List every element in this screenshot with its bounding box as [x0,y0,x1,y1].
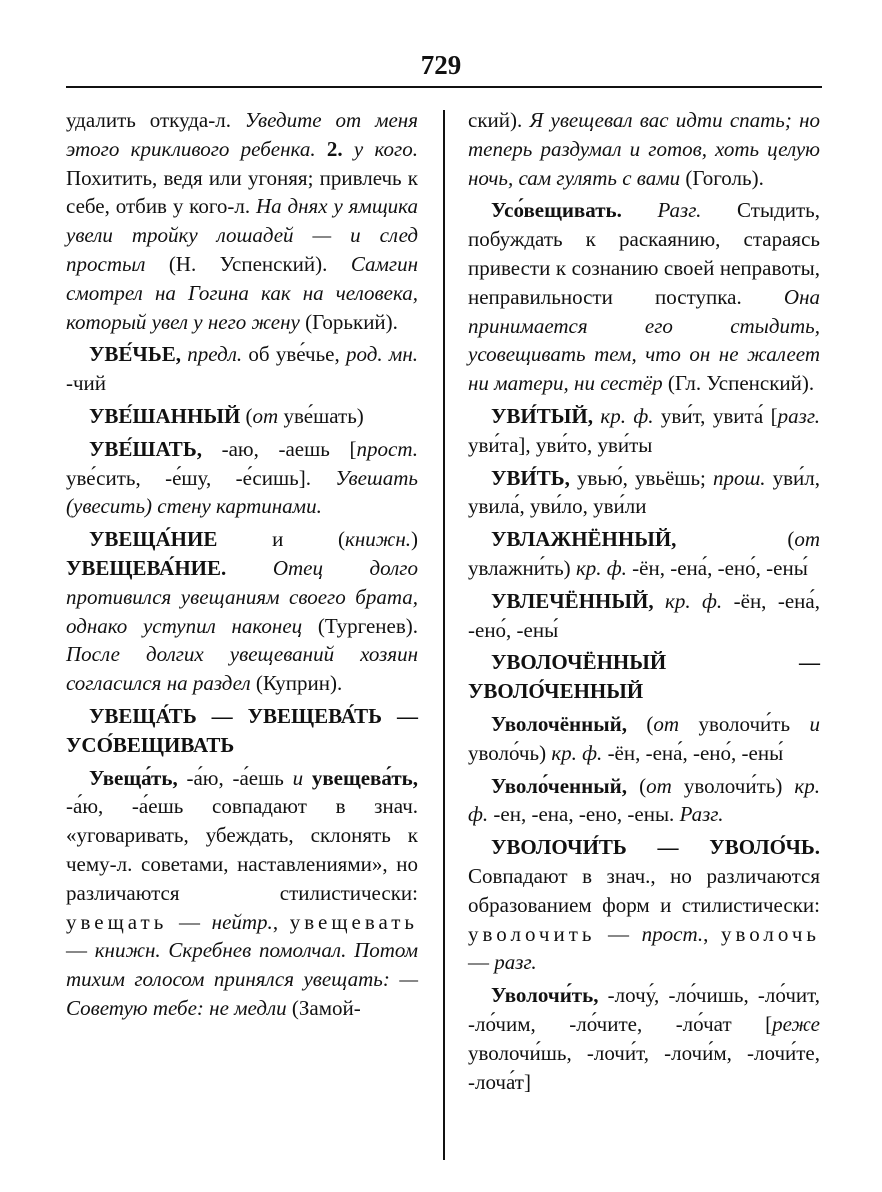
dictionary-entry [468,196,820,398]
entry-text: -ён, -ена́, -ено́, -ены́ [626,555,808,580]
entry-text: -аю, -аешь [ [201,436,357,461]
entry-text: (Горький). [299,309,398,334]
entry-text: уви́та], уви́то, уви́ты [468,432,653,457]
italic-text: Разг. [679,802,724,827]
entry-text: Похитить, ведя или угоняя; привлечь к себе, отбив у кого-л. [66,165,418,219]
italic-text: кр. ф. [575,555,627,580]
dictionary-entry [66,402,418,431]
entry-text: — [468,950,495,975]
dictionary-entry [468,106,820,192]
italic-text: Скребнев помолчал. Потом тихим голосом принялся увещать: — Советую тебе: не медли [66,938,418,1020]
entry-text: -чий [66,371,107,396]
headword: УВЕ́ШАННЫЙ [89,403,241,428]
entry-text: и ( [217,527,346,552]
entry-text [303,766,312,790]
entry-text [316,137,327,161]
entry-text: -ён, -ена́, -ено́, -ены́ [468,588,820,642]
headword: УВЕ́ШАТЬ, [89,436,202,461]
headword: 2. [326,136,343,161]
entry-text: уве́сить, -е́шу, -е́сишь]. [66,465,336,490]
headword: Усо́вещивать. [491,198,622,223]
entry-text: уволочи́ть [679,711,810,736]
italic-text: и [292,765,304,790]
italic-text: от [794,527,820,552]
entry-text: уволочить [468,921,596,946]
entry-text: , [272,909,290,934]
dictionary-entry [468,981,820,1096]
entry-text: Совпадают в знач., но различаются образованием форм и стилистически: [468,863,820,917]
headword: УВИ́ТЬ, [491,465,570,490]
headword: УВЛАЖНЁННЫЙ, [491,527,677,552]
entry-text: (Гл. Успенский). [662,371,815,396]
headword: Уволочи́ть, [491,983,599,1008]
entry-text: уве́шать) [278,403,364,428]
entry-text: Стыдить, побуждать к раскаянию, стараясь привести к сознанию своей неправоты, неправильности поступка. [468,198,820,309]
italic-text: кр. ф. [600,403,654,428]
italic-text: Самгин смотрел на Гогина как на человека, который увел у него жену [66,251,418,334]
entry-text: уволочи́шь, -лочи́т, -лочи́м, -лочи́те, -лоча́т] [468,1040,820,1094]
dictionary-entry [66,525,418,698]
entry-text: (Гоголь). [680,165,764,190]
italic-text: у кого. [353,136,418,161]
headword: Уволо́ченный, [491,773,627,798]
entry-text: (Замой- [286,995,361,1020]
entry-text: об уве́чье, [242,342,347,367]
entry-text: -лочу́, -ло́чишь, -ло́чит, -ло́чим, -ло́чите, -ло́чат [ [468,983,820,1036]
entry-text: увлажни́ть) [468,555,576,580]
italic-text: разг. [494,950,537,975]
italic-text: род. мн. [346,342,419,367]
entry-text: (Куприн). [250,671,343,696]
dictionary-entry [468,587,820,645]
right-column [468,106,820,1100]
entry-text [226,556,273,580]
entry-text: уволочь [720,921,821,946]
italic-text: После долгих увещеваний хозяин согласился на раздел [66,642,418,696]
entry-text: — [66,938,95,963]
dictionary-entry [66,340,418,398]
italic-text: от [252,403,279,428]
dictionary-entry [468,525,820,583]
italic-text: книжн. [94,938,161,963]
entry-text [654,589,665,613]
headword: УВЕ́ЧЬЕ, [89,342,181,367]
headword: УВЕЩА́НИЕ [89,527,218,552]
italic-text: Я увещевал вас идти спать; но теперь раздумал и готов, хоть целую ночь, сам гулять с вами [468,108,820,190]
entry-text: -а́ю, -а́ешь совпадают в знач. «уговаривать, убеждать, склонять к чему-л. советами, наставлениями», но различаются стилистически: [66,794,418,905]
italic-text: реже [772,1011,820,1036]
italic-text: Разг. [657,198,702,223]
entry-text: уви́т, увита́ [ [653,403,778,428]
italic-text: На днях у ямщика увели тройку лошадей — и след простыл [66,194,418,276]
headword: Увеща́ть, [89,765,178,790]
headword: Уволочённый, [491,711,627,736]
italic-text: Увешать (увесить) стену картинами. [66,465,418,519]
entry-text: (Н. Успенский). [145,251,351,276]
headword: УВЕЩА́ТЬ — УВЕЩЕВА́ТЬ — УСО́ВЕЩИВАТЬ [66,703,418,757]
italic-text: предл. [187,342,243,367]
dictionary-entry [468,648,820,706]
entry-text: уволочи́ть) [671,773,795,798]
dictionary-entry [66,764,418,1023]
headword: УВЕЩЕВА́НИЕ. [66,555,227,580]
entry-text: -ён, -ена́, -ено́, -ены́ [602,740,784,765]
entry-text: ( [626,773,647,798]
italic-text: Она принимается его стыдить, усовещивать тем, что он не жалеет ни матери, ни сестёр [468,284,820,396]
column-divider [443,110,445,1160]
headword: увещева́ть, [311,765,419,790]
entry-text: , [703,921,721,946]
italic-text: нейтр. [211,909,273,934]
italic-text: разг. [777,403,820,428]
entry-text: -а́ю, -а́ешь [177,765,293,790]
entry-text: ский). [468,108,530,132]
entry-text: — [595,921,642,946]
entry-text: ( [676,527,795,552]
entry-text: ( [626,711,654,736]
dictionary-entry [66,106,418,336]
entry-text: -ен, -ена, -ено, -ены. [488,802,680,827]
dictionary-entry [468,464,820,522]
left-column [66,106,418,1027]
entry-text: уви́л, увила́, уви́ло, уви́ли [468,465,820,519]
italic-text: Отец долго противился увещаниям своего брата, однако уступил наконец [66,555,418,638]
page-number: 729 [420,50,462,80]
headword: УВОЛОЧЁННЫЙ — УВОЛО́ЧЕННЫЙ [468,650,820,704]
entry-text: увью́, увьёшь; [569,465,713,490]
headword: УВЛЕЧЁННЫЙ, [491,588,654,613]
dictionary-entry [468,402,820,460]
italic-text: от [646,773,672,798]
italic-text: прост. [641,921,704,946]
entry-text: удалить откуда-л. [66,108,245,132]
italic-text: книжн. [345,527,411,552]
entry-text [343,137,354,161]
italic-text: Уведите от меня этого крикливого ребенка. [66,108,418,161]
dictionary-entry [468,772,820,830]
headword: УВОЛОЧИ́ТЬ — УВОЛО́ЧЬ. [491,835,820,860]
italic-text: прост. [356,436,418,461]
italic-text: от [653,711,680,736]
entry-text: ) [411,527,418,552]
entry-text: увещать [66,909,168,934]
dictionary-entry [468,710,820,768]
entry-text: увещевать [289,909,419,934]
italic-text: и [809,711,820,736]
dictionary-entry [468,833,820,977]
entry-text: (Тургенев). [302,613,418,638]
header-rule [66,86,822,88]
dictionary-entry [66,435,418,521]
headword: УВИ́ТЫЙ, [491,403,593,428]
italic-text: кр. ф. [551,740,603,765]
entry-text: — [167,909,212,934]
entry-text [622,198,658,222]
italic-text: кр. ф. [665,588,723,613]
entry-text: уволо́чь) [468,740,552,765]
entry-text: ( [240,403,253,428]
italic-text: кр. ф. [468,773,820,827]
dictionary-entry [66,702,418,760]
italic-text: прош. [712,465,766,490]
